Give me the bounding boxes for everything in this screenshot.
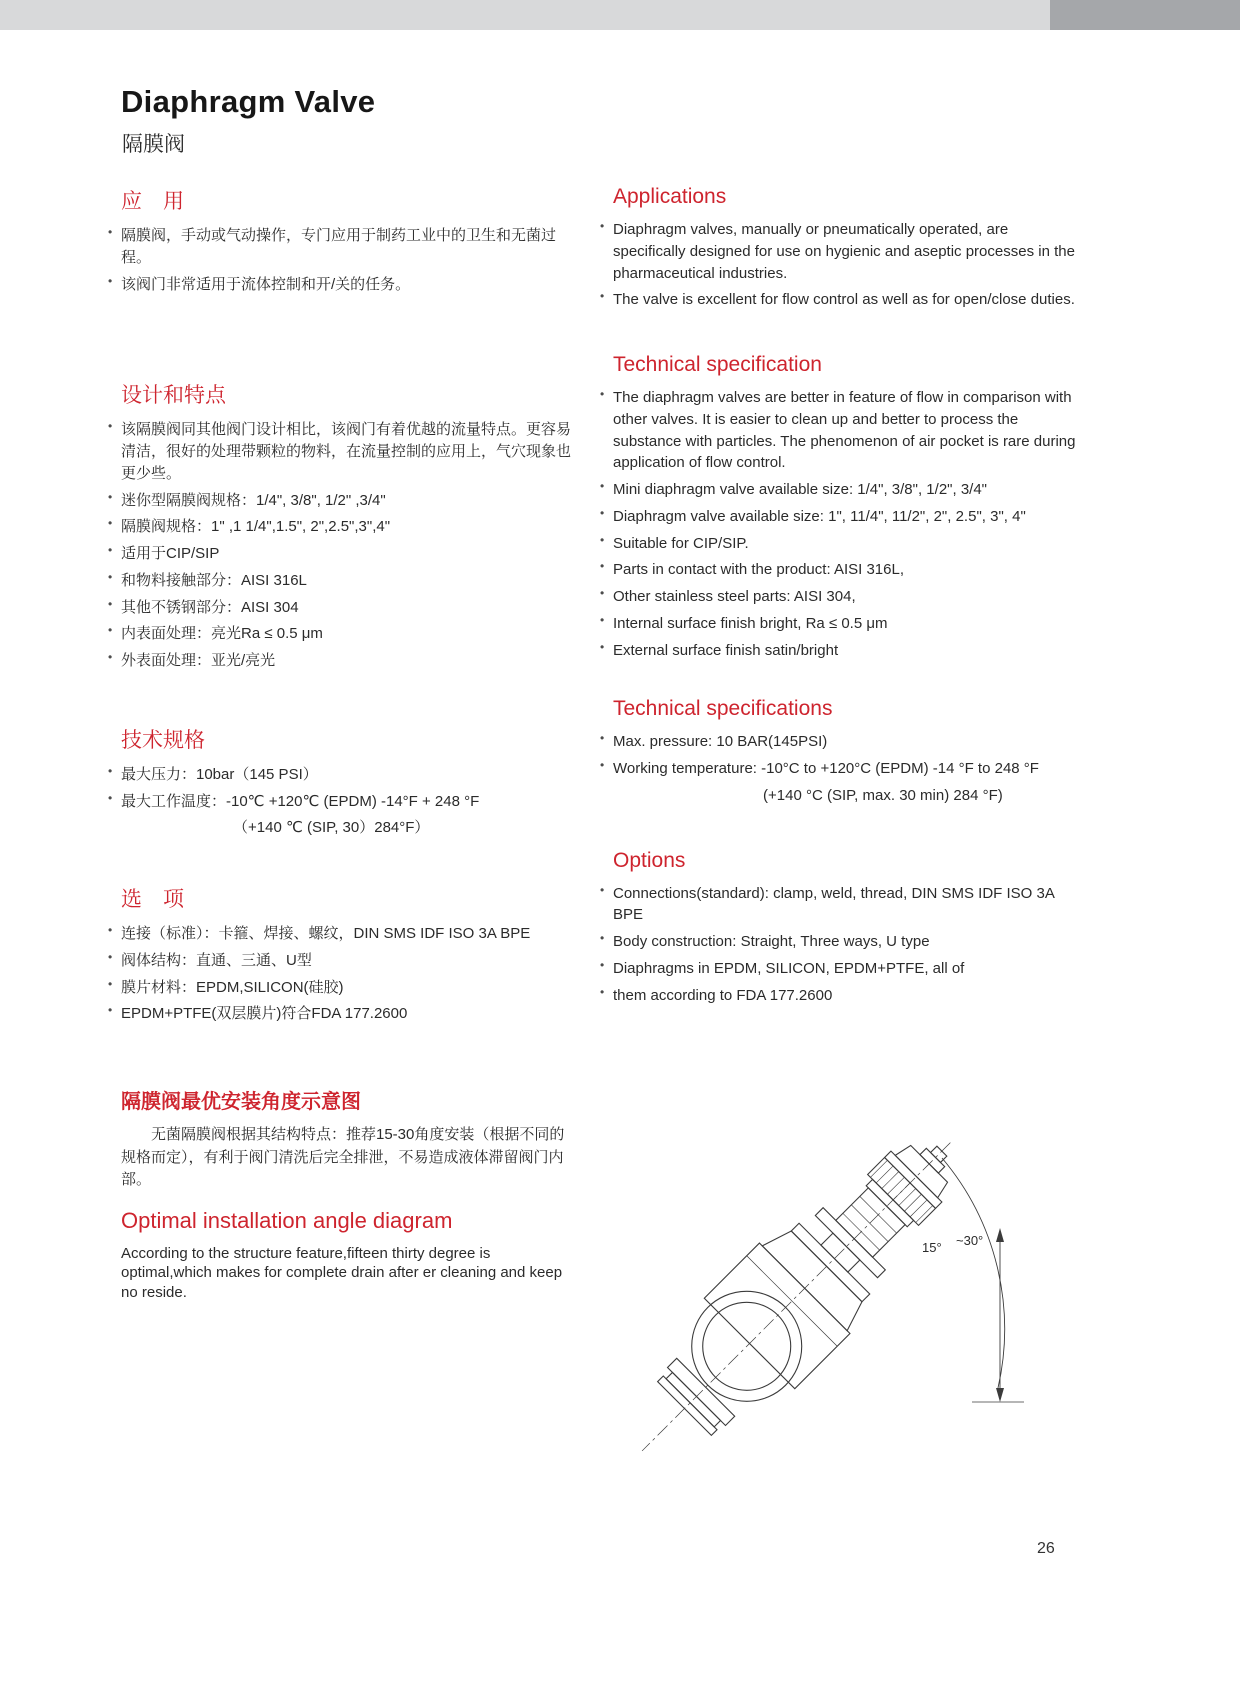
section-tech-specs-cn — [106, 724, 578, 839]
bullet-item: • 其他不锈钢部分：AISI 304 — [106, 597, 578, 619]
bullet-item: • EPDM+PTFE(双层膜片)符合FDA 177.2600 — [106, 1003, 578, 1025]
bullet-item: • Internal surface finish bright, Ra ≤ 0.5 μm — [598, 613, 1076, 635]
right-column — [598, 185, 1076, 1011]
bullet-item: • Diaphragm valve available size: 1", 11/4", 11/2", 2", 2.5", 3", 4" — [598, 506, 1076, 528]
bullet-item: • Parts in contact with the product: AISI 316L, — [598, 559, 1076, 581]
valve-body-group — [600, 1100, 996, 1496]
section-heading: 隔膜阀最优安装角度示意图 — [121, 1091, 361, 1113]
angle-max-label: ~30° — [956, 1233, 984, 1248]
bullet-list — [106, 225, 578, 295]
top-bar-accent — [1050, 0, 1240, 30]
bullet-item: • Working temperature: -10°C to +120°C (EPDM) -14 °F to 248 °F — [598, 758, 1076, 780]
bullet-item: • 该隔膜阀同其他阀门设计相比，该阀门有着优越的流量特点。更容易清洁，很好的处理带颗粒的物料，在流量控制的应用上，气穴现象也更少些。 — [106, 419, 578, 484]
section-heading: Optimal installation angle diagram — [121, 1207, 453, 1233]
section-heading: Applications — [613, 185, 727, 208]
bullet-item: • Max. pressure: 10 BAR(145PSI) — [598, 731, 1076, 753]
section-heading: 技术规格 — [121, 728, 205, 752]
section-heading: 应 用 — [121, 190, 184, 213]
bullet-list — [598, 883, 1076, 1007]
bullet-list — [106, 923, 578, 1025]
section-install-angle-cn — [106, 1085, 578, 1192]
bullet-list — [598, 387, 1076, 661]
dimension-annotations — [942, 1158, 1024, 1402]
bullet-list — [598, 219, 1076, 311]
continuation-line: (+140 °C (SIP, max. 30 min) 284 °F) — [763, 786, 1003, 804]
section-technical-specification-en — [598, 353, 1076, 661]
bullet-item: • 隔膜阀，手动或气动操作，专门应用于制药工业中的卫生和无菌过程。 — [106, 225, 578, 269]
bullet-item: • 该阀门非常适用于流体控制和开/关的任务。 — [106, 274, 578, 296]
section-options-cn — [106, 883, 578, 1025]
section-applications-cn — [106, 185, 578, 295]
section-heading: Technical specifications — [613, 697, 833, 721]
bullet-item: • Suitable for CIP/SIP. — [598, 533, 1076, 555]
bullet-item: • Diaphragm valves, manually or pneumatically operated, are specifically designed for use on hygienic and aseptic processes in the pharmaceutical industries. — [598, 219, 1076, 284]
valve-technical-drawing — [600, 1100, 1040, 1500]
bullet-item: • 膜片材料：EPDM,SILICON(硅胶) — [106, 977, 578, 999]
section-options-en — [598, 849, 1076, 1007]
bullet-item: • 连接（标准）：卡箍、焊接、螺纹，DIN SMS IDF ISO 3A BPE — [106, 923, 578, 945]
bullet-item: • The valve is excellent for flow control as well as for open/close duties. — [598, 289, 1076, 311]
bullet-item: • The diaphragm valves are better in feature of flow in comparison with other valves. It is easier to clean up and better to process the substance with particles. The phenomenon of air pocket is rare during application of flow control. — [598, 387, 1076, 474]
bullet-item: • Mini diaphragm valve available size: 1/4", 3/8", 1/2", 3/4" — [598, 479, 1076, 501]
bullet-item: • them according to FDA 177.2600 — [598, 985, 1076, 1007]
section-heading: 选 项 — [121, 888, 184, 911]
continuation-line: （+140 ℃ (SIP, 30）284°F） — [233, 819, 430, 837]
bullet-item: • 阀体结构：直通、三通、U型 — [106, 950, 578, 972]
bullet-item: • 和物料接触部分：AISI 316L — [106, 570, 578, 592]
section-applications-en — [598, 185, 1076, 311]
section-heading: 设计和特点 — [121, 384, 226, 408]
bullet-item: • 适用于CIP/SIP — [106, 543, 578, 565]
bullet-list — [598, 731, 1076, 806]
paragraph: 无菌隔膜阀根据其结构特点：推荐15-30角度安装（根据不同的规格而定），有利于阀门清洗后完全排泄，不易造成液体滞留阀门内部。 — [121, 1126, 565, 1188]
bullet-item: • 最大压力：10bar（145 PSI） — [106, 764, 578, 786]
bullet-item: • 外表面处理：亚光/亮光 — [106, 650, 578, 672]
bullet-item: • Body construction: Straight, Three ways, U type — [598, 931, 1076, 953]
bullet-list — [106, 764, 578, 839]
section-heading: Technical specification — [613, 353, 822, 376]
section-technical-specifications-en — [598, 697, 1076, 806]
page-number: 26 — [1037, 1540, 1055, 1557]
bullet-item: • 隔膜阀规格：1" ,1 1/4",1.5", 2",2.5",3",4" — [106, 516, 578, 538]
section-install-angle-en — [106, 1208, 578, 1303]
bullet-item: • Other stainless steel parts: AISI 304, — [598, 586, 1076, 608]
page-subtitle: 隔膜阀 — [122, 133, 185, 156]
bullet-item: • 迷你型隔膜阀规格：1/4", 3/8", 1/2" ,3/4" — [106, 490, 578, 512]
bullet-item: • 最大工作温度：-10℃ +120℃ (EPDM) -14°F + 248 °F — [106, 791, 578, 813]
bullet-item: • 内表面处理：亮光Ra ≤ 0.5 μm — [106, 623, 578, 645]
section-heading: Options — [613, 848, 686, 872]
page-title: Diaphragm Valve — [121, 84, 376, 119]
bullet-item: • Diaphragms in EPDM, SILICON, EPDM+PTFE, all of — [598, 958, 1076, 980]
section-design-features-cn — [106, 379, 578, 672]
paragraph: According to the structure feature,fifteen thirty degree is optimal,which makes for complete drain after er cleaning and keep no reside. — [121, 1244, 563, 1302]
angle-min-label: 15° — [922, 1240, 942, 1255]
left-column — [106, 185, 578, 1303]
bullet-list — [106, 419, 578, 672]
bullet-item: • External surface finish satin/bright — [598, 640, 1076, 662]
bullet-item: • Connections(standard): clamp, weld, thread, DIN SMS IDF ISO 3A BPE — [598, 883, 1076, 927]
